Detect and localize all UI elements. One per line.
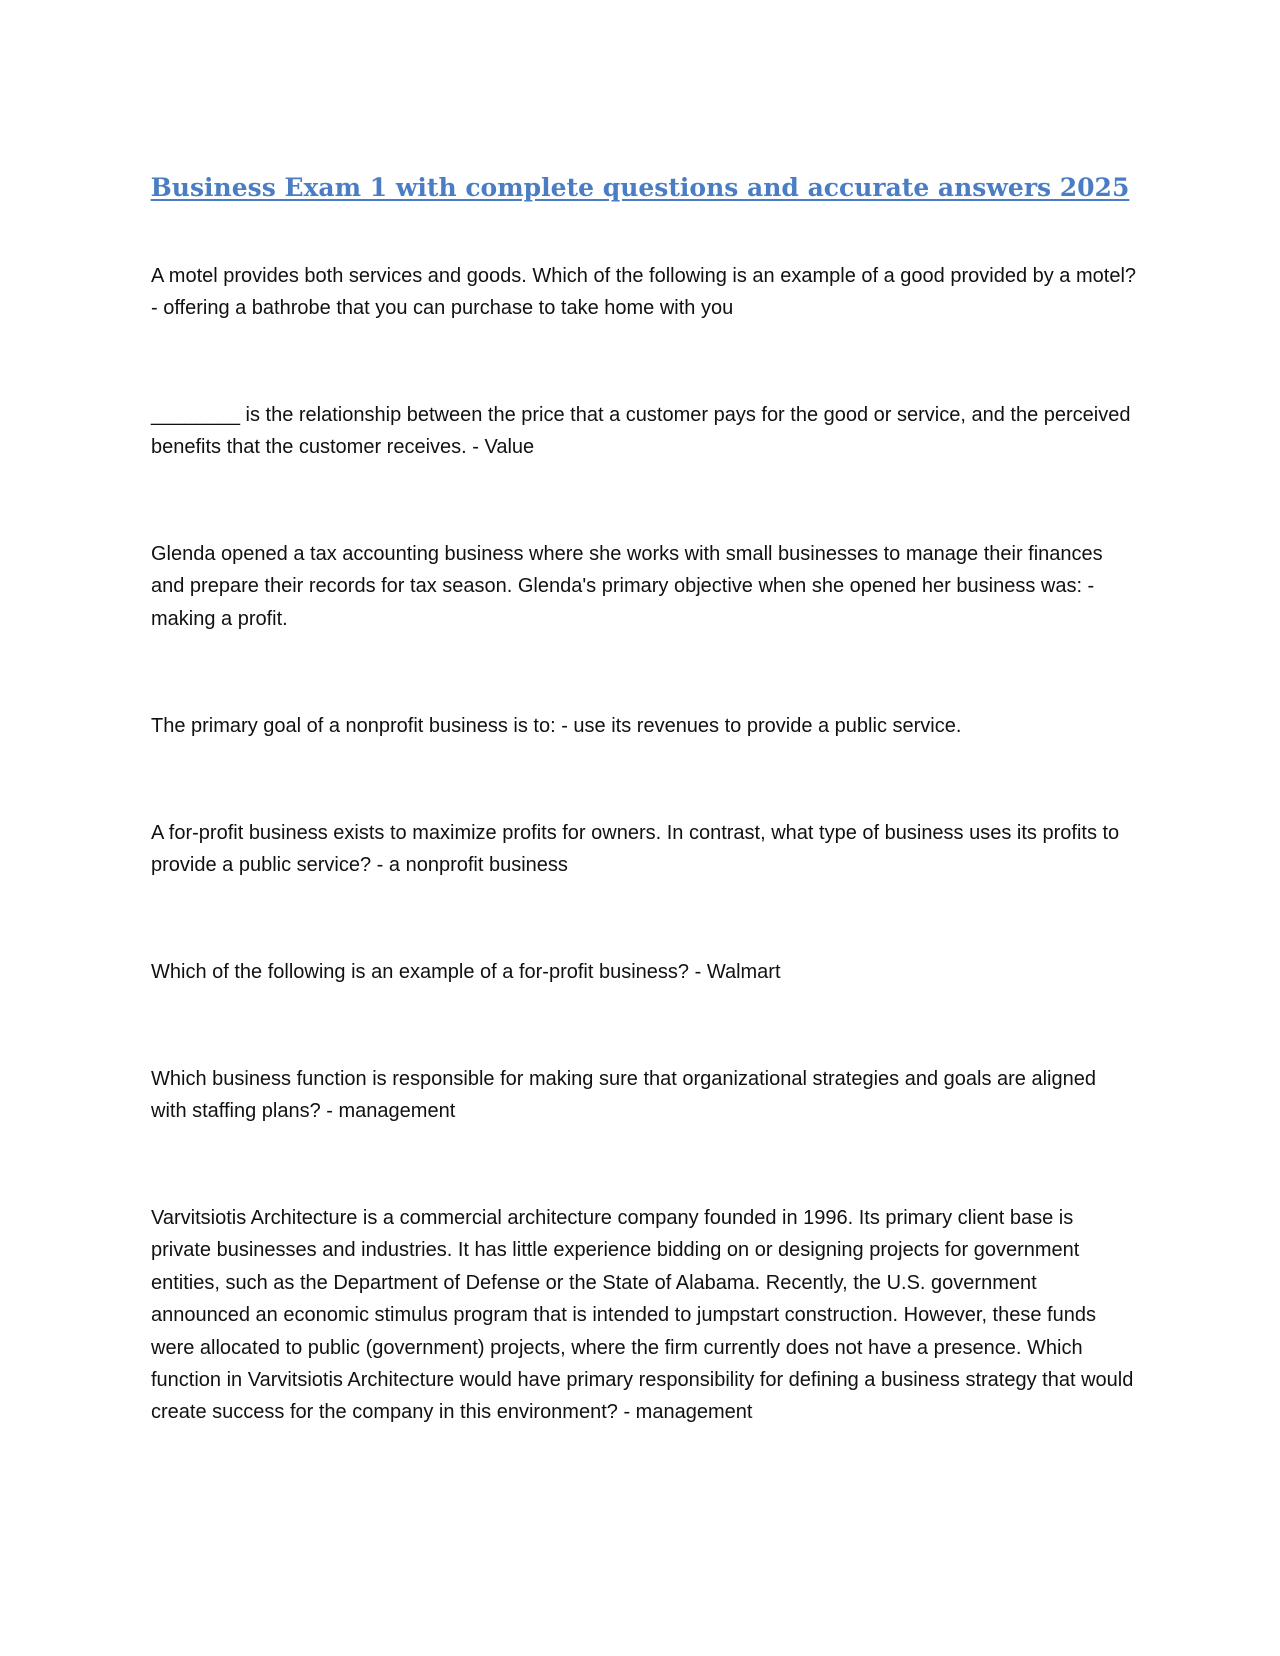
qa-item: The primary goal of a nonprofit business is to: - use its revenues to provide a public service. bbox=[151, 715, 962, 737]
qa-item: ________ is the relationship between the price that a customer pays for the good or service, and the perceived benefits that the customer receives. - Value bbox=[151, 404, 1131, 459]
qa-item: Which of the following is an example of a for-profit business? - Walmart bbox=[151, 961, 781, 983]
qa-item: A for-profit business exists to maximize profits for owners. In contrast, what type of business uses its profits to provide a public service? - a nonprofit business bbox=[151, 822, 1120, 877]
qa-item: Glenda opened a tax accounting business where she works with small businesses to manage their finances and prepare their records for tax season. Glenda's primary objective when she opened her business was: - making a profit. bbox=[151, 543, 1103, 630]
qa-item: Which business function is responsible for making sure that organizational strategies and goals are aligned with staffing plans? - management bbox=[151, 1068, 1096, 1123]
qa-item: Varvitsiotis Architecture is a commercial architecture company founded in 1996. Its primary client base is private businesses and industries. It has little experience bidding on or designing projects for government entities, such as the Department of Defense or the State of Alabama. Recently, the U.S. government announced an economic stimulus program that is intended to jumpstart construction. However, these funds were allocated to public (government) projects, where the firm currently does not have a presence. Which function in Varvitsiotis Architecture would have primary responsibility for defining a business strategy that would create success for the company in this environment? - management bbox=[151, 1207, 1134, 1424]
qa-item: A motel provides both services and goods. Which of the following is an example of a good provided by a motel? - offering a bathrobe that you can purchase to take home with you bbox=[151, 265, 1137, 320]
document-title: Business Exam 1 with complete questions and accurate answers 2025 bbox=[150, 173, 1130, 202]
